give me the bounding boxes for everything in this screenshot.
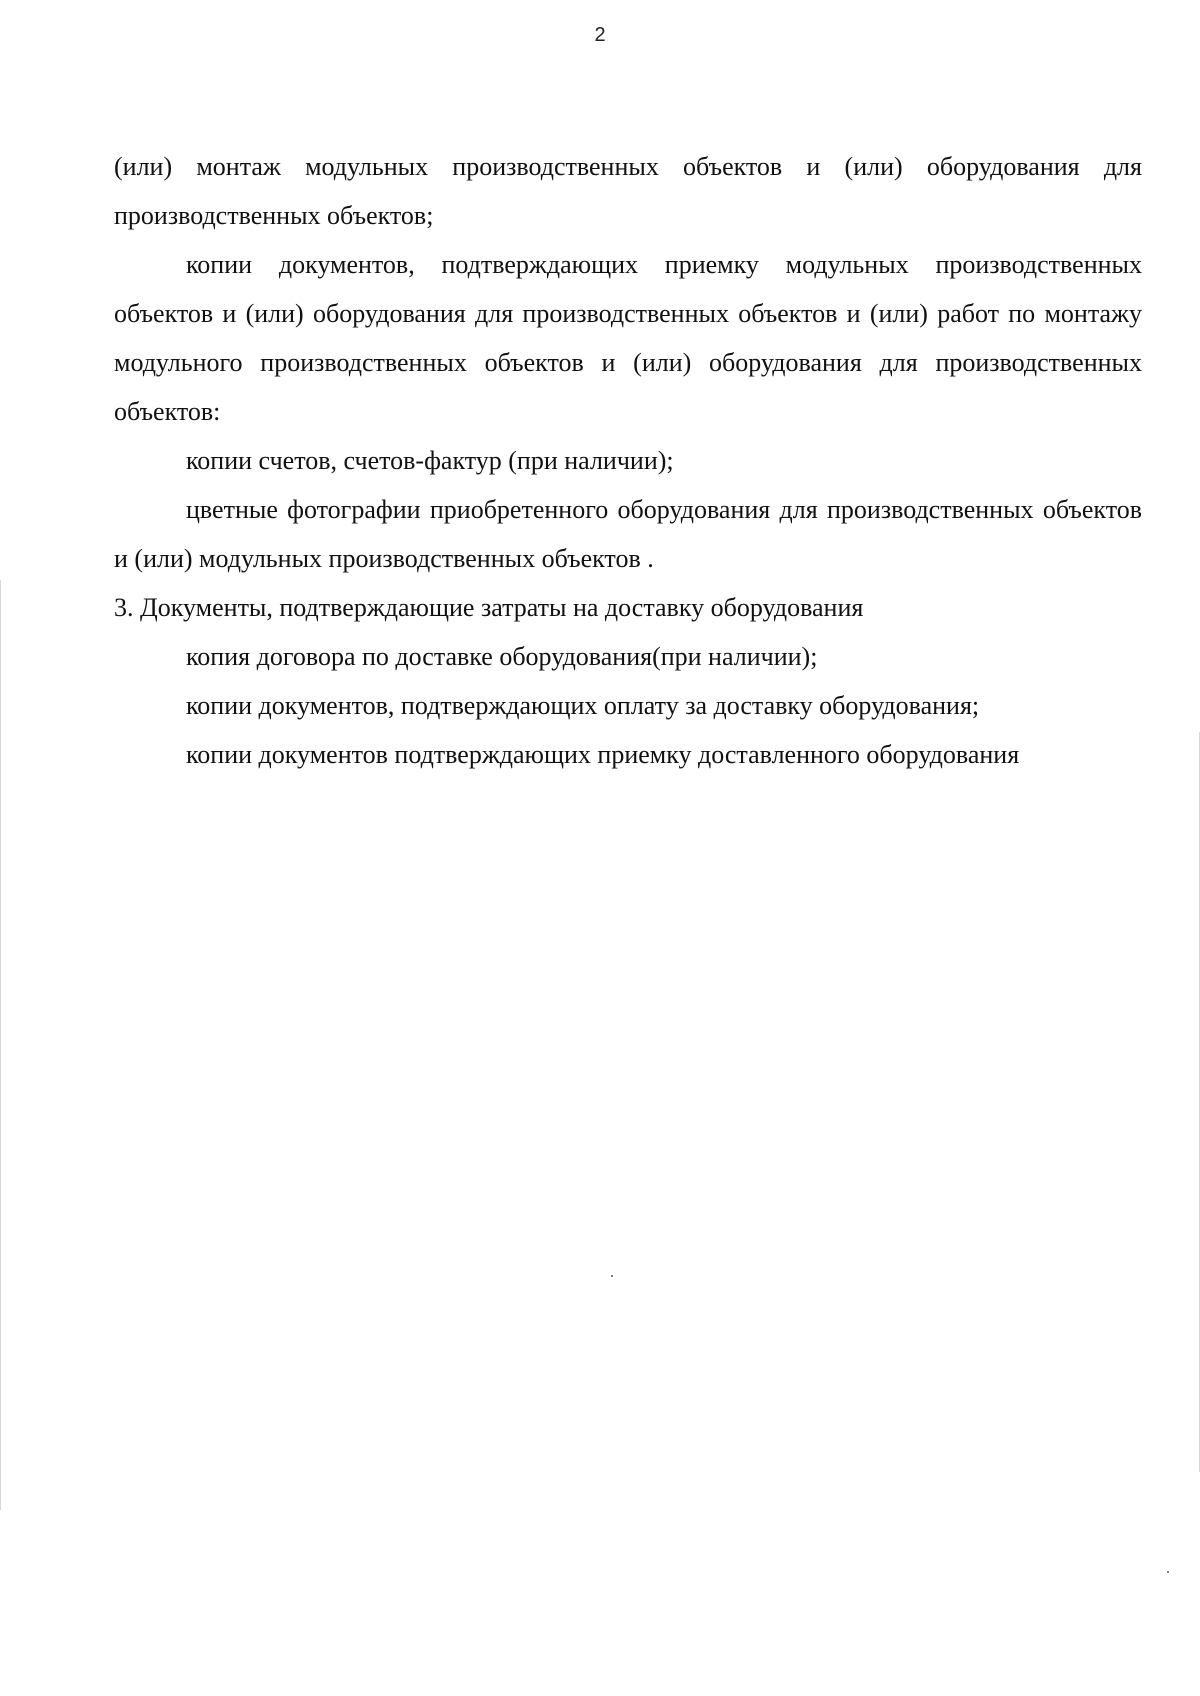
paragraph-color-photos: цветные фотографии приобретенного оборудования для производственных объектов и (или) модульных производственных объектов . (114, 495, 1142, 573)
page-number: 2 (594, 24, 606, 46)
paragraph-acceptance-documents: копии документов, подтверждающих приемку модульных производственных объектов и (или) оборудования для производственных объектов и (или) работ по монтажу модульного производственных объектов и (или) оборудования для производственных объектов: (114, 250, 1142, 426)
paragraph-delivery-payment: копии документов, подтверждающих оплату за доставку оборудования; (186, 691, 980, 720)
scan-speck (1167, 1571, 1169, 1573)
paragraph-installation-continuation: (или) монтаж модульных производственных объектов и (или) оборудования для производственных объектов; (114, 152, 1142, 230)
scan-edge-left (0, 580, 1, 1510)
paragraph-delivery-acceptance: копии документов подтверждающих приемку доставленного оборудования (186, 740, 1020, 769)
paragraph-delivery-contract: копия договора по доставке оборудования(при наличии); (186, 642, 818, 671)
document-body (114, 142, 1142, 779)
section-heading-delivery: 3. Документы, подтверждающие затраты на доставку оборудования (114, 593, 864, 622)
scan-speck (611, 1275, 613, 1277)
paragraph-invoices: копии счетов, счетов-фактур (при наличии); (186, 446, 674, 475)
